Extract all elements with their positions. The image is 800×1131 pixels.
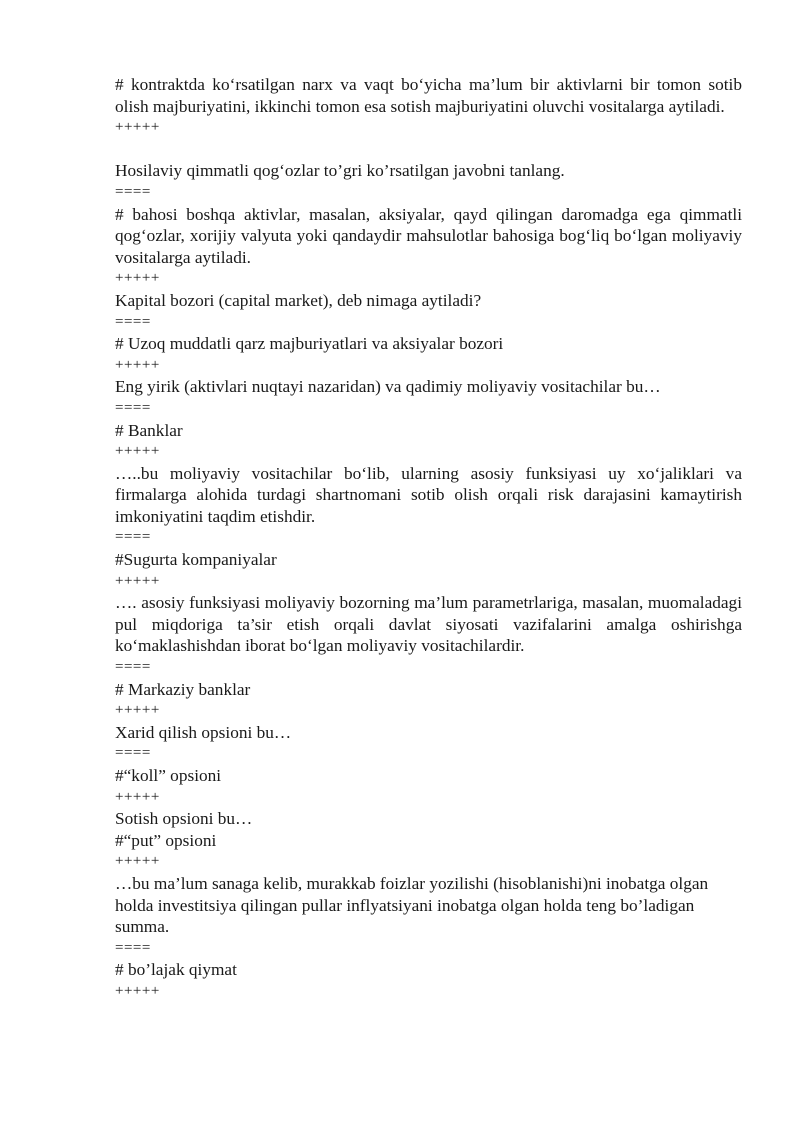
answer-paragraph: #“put” opsioni xyxy=(115,830,217,850)
separator-plus: +++++ xyxy=(115,853,160,870)
separator-plus: +++++ xyxy=(115,982,160,999)
separator-plus: +++++ xyxy=(115,788,160,805)
question-paragraph: Hosilaviy qimmatli qog‘ozlar to’gri ko’rsatilgan javobni tanlang. xyxy=(115,161,565,181)
separator-equals: ==== xyxy=(115,529,151,546)
separator-equals: ==== xyxy=(115,399,151,416)
question-paragraph: Kapital bozori (capital market), deb nimaga aytiladi? xyxy=(115,290,482,310)
separator-plus: +++++ xyxy=(115,572,160,589)
separator-plus: +++++ xyxy=(115,356,160,373)
question-paragraph: …..bu moliyaviy vositachilar bo‘lib, ularning asosiy funksiyasi uy xo‘jaliklari va firmalarga alohida turdagi shartnomani sotib olish orqali risk darajasini kamaytirish imkoniyatini taqdim etishdir. xyxy=(115,463,742,526)
question-paragraph: …. asosiy funksiyasi moliyaviy bozorning ma’lum parametrlariga, masalan, muomaladagi pul miqdoriga ta’sir etish orqali davlat siyosati vazifalarini amalga oshirishga ko‘maklashishdan iborat bo‘lgan moliyaviy vositachilardir. xyxy=(115,593,742,656)
document-page xyxy=(115,74,742,1003)
question-paragraph: Eng yirik (aktivlari nuqtayi nazaridan) va qadimiy moliyaviy vositachilar bu… xyxy=(115,377,661,397)
separator-plus: +++++ xyxy=(115,702,160,719)
separator-plus: +++++ xyxy=(115,443,160,460)
blank-line xyxy=(115,139,742,161)
answer-paragraph: #“koll” opsioni xyxy=(115,766,222,785)
answer-paragraph: # bo’lajak qiymat xyxy=(115,960,237,980)
answer-paragraph: # bahosi boshqa aktivlar, masalan, aksiyalar, qayd qilingan daromadga ega qimmatli qog‘ozlar, xorijiy valyuta yoki qandaydir mahsulotlar bahosiga bog‘liq bo‘lgan moliyaviy vositalarga aytiladi. xyxy=(115,204,742,267)
answer-paragraph: #Sugurta kompaniyalar xyxy=(115,550,277,570)
question-paragraph: Xarid qilish opsioni bu… xyxy=(115,722,292,742)
separator-equals: ==== xyxy=(115,659,151,676)
separator-equals: ==== xyxy=(115,939,151,956)
separator-plus: +++++ xyxy=(115,270,160,287)
separator-equals: ==== xyxy=(115,745,151,762)
answer-paragraph: # Markaziy banklar xyxy=(115,679,251,699)
question-paragraph: …bu ma’lum sanaga kelib, murakkab foizlar yozilishi (hisoblanishi)ni inobatga olgan holda investitsiya qilingan pullar inflyatsiyani inobatga olgan holda teng bo’ladigan summa. xyxy=(115,873,709,937)
answer-paragraph: # kontraktda ko‘rsatilgan narx va vaqt bo‘yicha ma’lum bir aktivlarni bir tomon sotib olish majburiyatini, ikkinchi tomon esa sotish majburiyatini oluvchi vositalarga aytiladi. xyxy=(115,75,742,116)
separator-plus: +++++ xyxy=(115,119,160,136)
separator-equals: ==== xyxy=(115,183,151,200)
answer-paragraph: # Uzoq muddatli qarz majburiyatlari va aksiyalar bozori xyxy=(115,334,504,354)
answer-paragraph: # Banklar xyxy=(115,420,183,440)
question-paragraph: Sotish opsioni bu… xyxy=(115,809,253,829)
separator-equals: ==== xyxy=(115,313,151,330)
